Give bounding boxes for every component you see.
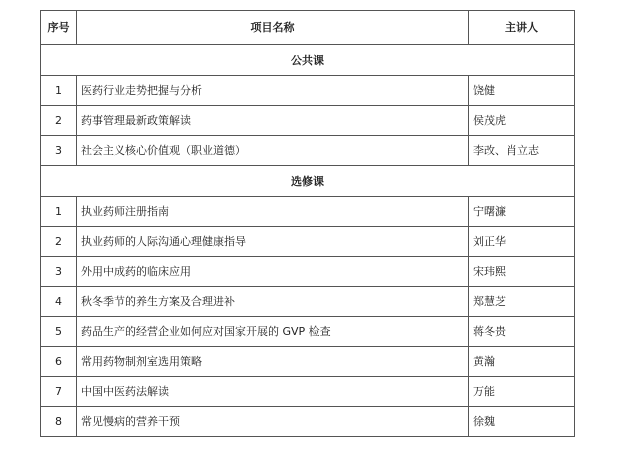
table-row [41, 227, 575, 257]
row-lecturer: 侯茂虎 [469, 106, 575, 136]
row-lecturer: 刘正华 [469, 227, 575, 257]
course-table [40, 10, 575, 437]
table-row [41, 377, 575, 407]
row-lecturer: 饶健 [469, 76, 575, 106]
row-index: 1 [41, 197, 77, 227]
row-name: 中国中医药法解读 [77, 377, 469, 407]
row-lecturer: 李改、肖立志 [469, 136, 575, 166]
table-row [41, 106, 575, 136]
row-lecturer: 黄瀚 [469, 347, 575, 377]
row-lecturer: 蒋冬贵 [469, 317, 575, 347]
section-title-public: 公共课 [41, 45, 575, 76]
table-row [41, 76, 575, 106]
row-name: 常用药物制剂室选用策略 [77, 347, 469, 377]
course-table-container [40, 10, 574, 437]
row-name: 外用中成药的临床应用 [77, 257, 469, 287]
row-name: 执业药师的人际沟通心理健康指导 [77, 227, 469, 257]
row-index: 8 [41, 407, 77, 437]
row-name: 药事管理最新政策解读 [77, 106, 469, 136]
table-row [41, 257, 575, 287]
table-row [41, 407, 575, 437]
row-index: 7 [41, 377, 77, 407]
table-row [41, 347, 575, 377]
row-name: 社会主义核心价值观（职业道德） [77, 136, 469, 166]
table-row [41, 287, 575, 317]
row-lecturer: 宋玮熙 [469, 257, 575, 287]
row-index: 4 [41, 287, 77, 317]
section-row-elective [41, 166, 575, 197]
section-row-public [41, 45, 575, 76]
row-index: 2 [41, 227, 77, 257]
row-lecturer: 徐魏 [469, 407, 575, 437]
row-index: 1 [41, 76, 77, 106]
row-index: 2 [41, 106, 77, 136]
row-name: 药品生产的经营企业如何应对国家开展的 GVP 检查 [77, 317, 469, 347]
header-lecturer: 主讲人 [469, 11, 575, 45]
header-index: 序号 [41, 11, 77, 45]
row-lecturer: 万能 [469, 377, 575, 407]
row-name: 常见慢病的营养干预 [77, 407, 469, 437]
row-index: 6 [41, 347, 77, 377]
row-index: 3 [41, 257, 77, 287]
table-row [41, 317, 575, 347]
row-name: 执业药师注册指南 [77, 197, 469, 227]
table-row [41, 136, 575, 166]
header-name: 项目名称 [77, 11, 469, 45]
row-index: 3 [41, 136, 77, 166]
row-lecturer: 郑慧芝 [469, 287, 575, 317]
row-name: 秋冬季节的养生方案及合理进补 [77, 287, 469, 317]
table-row [41, 197, 575, 227]
header-row [41, 11, 575, 45]
row-index: 5 [41, 317, 77, 347]
section-title-elective: 选修课 [41, 166, 575, 197]
row-name: 医药行业走势把握与分析 [77, 76, 469, 106]
row-lecturer: 宁曙濂 [469, 197, 575, 227]
